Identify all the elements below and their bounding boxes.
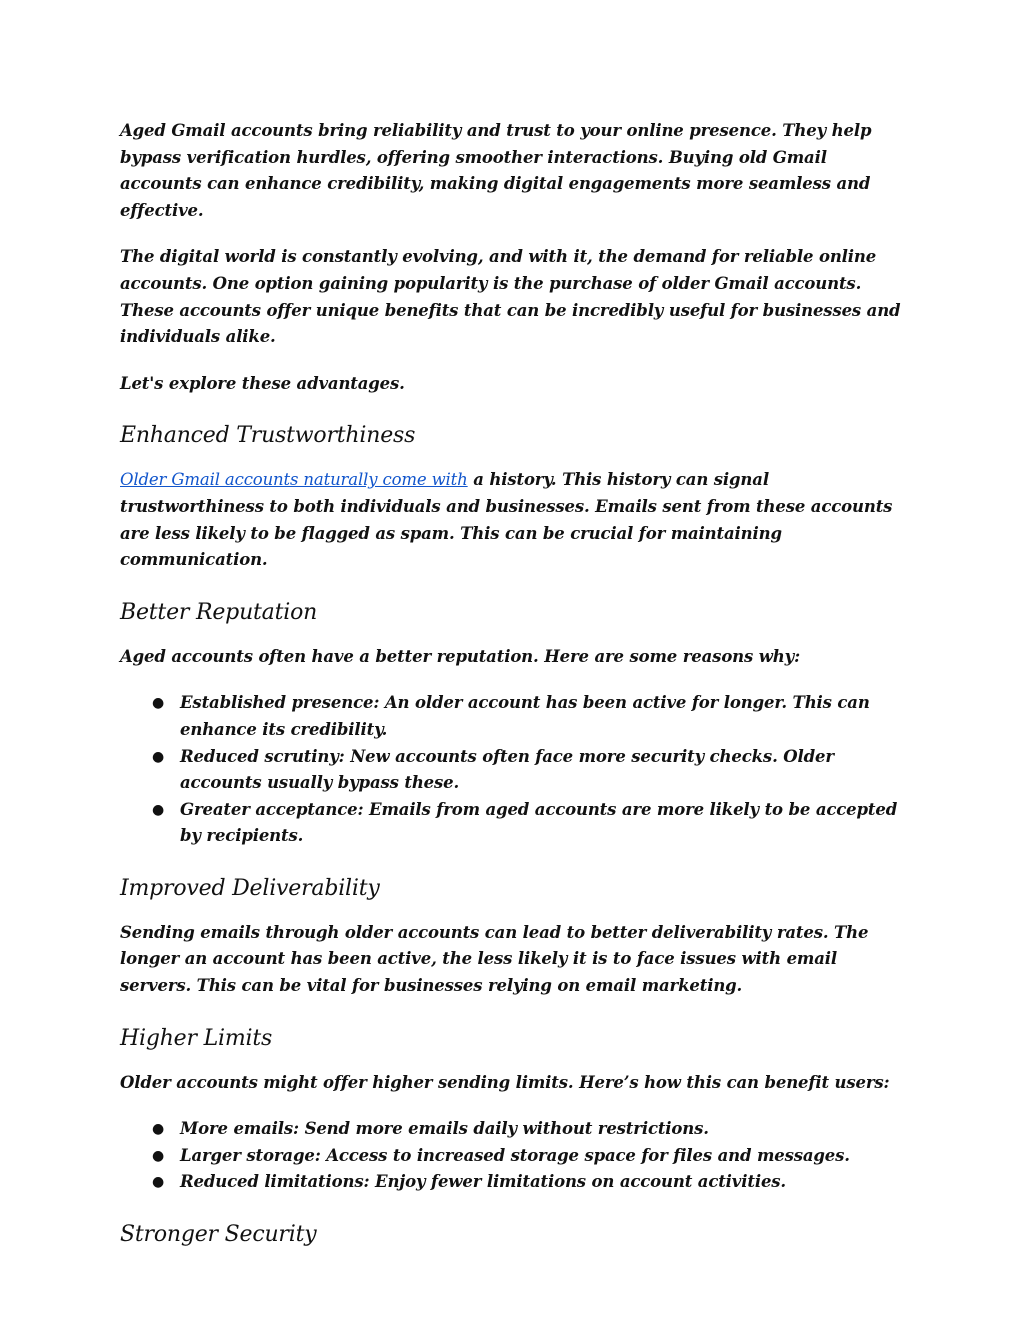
heading-higher-limits: Higher Limits (120, 1025, 273, 1051)
document-page (120, 118, 905, 1250)
bullet-icon: ● (152, 1147, 165, 1164)
heading-better-reputation: Better Reputation (120, 599, 318, 625)
limits-intro: Older accounts might offer higher sending limits. Here’s how this can benefit users: (120, 1072, 890, 1092)
limits-list (120, 1116, 905, 1196)
trust-paragraph-text: a history. This history can signal trustworthiness to both individuals and businesses. Emails sent from these accounts are less likely to be flagged as spam. This can be crucial for maintaining communication. (120, 470, 893, 570)
bullet-icon: ● (152, 1121, 165, 1138)
list-item (152, 1169, 905, 1196)
heading-stronger-security: Stronger Security (120, 1222, 317, 1248)
reputation-intro: Aged accounts often have a better reputation. Here are some reasons why: (120, 646, 801, 666)
intro-paragraph-2: The digital world is constantly evolving, and with it, the demand for reliable online accounts. One option gaining popularity is the purchase of older Gmail accounts. These accounts offer unique benefits that can be incredibly useful for businesses and individuals alike. (120, 247, 901, 347)
trust-paragraph (120, 467, 905, 573)
intro-paragraph-1: Aged Gmail accounts bring reliability and trust to your online presence. They help bypass verification hurdles, offering smoother interactions. Buying old Gmail accounts can enhance credibility, making digital engagements more seamless and effective. (120, 121, 872, 220)
heading-improved-deliverability: Improved Deliverability (120, 875, 380, 901)
heading-enhanced-trustworthiness: Enhanced Trustworthiness (120, 423, 416, 449)
list-item (152, 744, 905, 797)
deliverability-paragraph: Sending emails through older accounts can lead to better deliverability rates. The longer an account has been active, the less likely it is to face issues with email servers. This can be vital for businesses relying on email marketing. (120, 922, 869, 996)
list-item (152, 797, 905, 850)
bullet-icon: ● (152, 695, 165, 712)
list-item (152, 690, 905, 743)
list-item-text: Greater acceptance: Emails from aged accounts are more likely to be accepted by recipients. (180, 799, 898, 846)
list-item-text: Larger storage: Access to increased storage space for files and messages. (180, 1145, 850, 1165)
bullet-icon: ● (152, 748, 165, 765)
list-item-text: Reduced limitations: Enjoy fewer limitations on account activities. (180, 1172, 787, 1192)
list-item (152, 1116, 905, 1143)
reputation-list (120, 690, 905, 850)
list-item (152, 1143, 905, 1170)
list-item-text: Established presence: An older account has been active for longer. This can enhance its credibility. (180, 693, 870, 739)
list-item-text: More emails: Send more emails daily without restrictions. (180, 1119, 709, 1139)
bullet-icon: ● (152, 801, 165, 818)
older-gmail-accounts-link[interactable]: Older Gmail accounts naturally come with (120, 470, 468, 490)
list-item-text: Reduced scrutiny: New accounts often face more security checks. Older accounts usually bypass these. (180, 746, 834, 793)
bullet-icon: ● (152, 1174, 165, 1191)
intro-paragraph-3: Let's explore these advantages. (120, 373, 405, 393)
